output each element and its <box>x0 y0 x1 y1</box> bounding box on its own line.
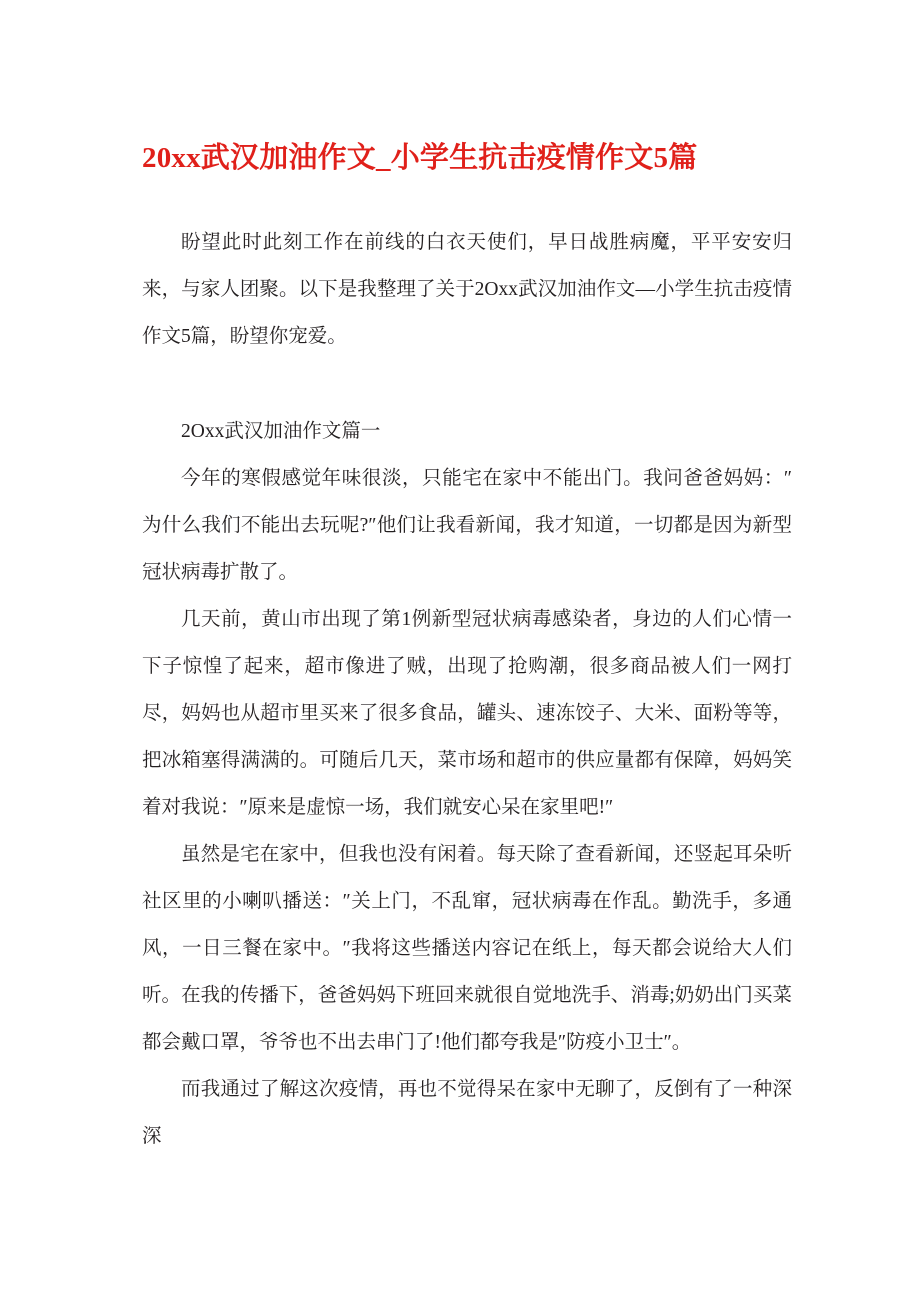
body-paragraph-2: 几天前，黄山市出现了第1例新型冠状病毒感染者，身边的人们心情一下子惊惶了起来，超市像进了贼，出现了抢购潮，很多商品被人们一网打尽，妈妈也从超市里买来了很多食品，罐头、速冻饺子、大米、面粉等等，把冰箱塞得满满的。可随后几天，菜市场和超市的供应量都有保障，妈妈笑着对我说：″原来是虚惊一场，我们就安心呆在家里吧!″ <box>142 609 792 818</box>
body-paragraph-3: 虽然是宅在家中，但我也没有闲着。每天除了查看新闻，还竖起耳朵听社区里的小喇叭播送：″关上门，不乱窜，冠状病毒在作乱。勤洗手，多通风，一日三餐在家中。″我将这些播送内容记在纸上，每天都会说给大人们听。在我的传播下，爸爸妈妈下班回来就很自觉地洗手、消毒;奶奶出门买菜都会戴口罩，爷爷也不出去串门了!他们都夸我是″防疫小卫士″。 <box>142 844 792 1053</box>
document-content <box>142 134 792 1160</box>
page-title: 20xx武汉加油作文_小学生抗击疫情作文5篇 <box>142 142 698 174</box>
intro-paragraph: 盼望此时此刻工作在前线的白衣天使们，早日战胜病魔，平平安安归来，与家人团聚。以下是我整理了关于2Oxx武汉加油作文—小学生抗击疫情作文5篇，盼望你宠爱。 <box>142 232 792 347</box>
body-paragraph-4: 而我通过了解这次疫情，再也不觉得呆在家中无聊了，反倒有了一种深深 <box>142 1079 792 1147</box>
section-heading: 2Oxx武汉加油作文篇一 <box>181 421 381 442</box>
title-spacer <box>142 183 792 219</box>
body-paragraph-1: 今年的寒假感觉年味很淡，只能宅在家中不能出门。我问爸爸妈妈：″为什么我们不能出去玩呢?″他们让我看新闻，我才知道，一切都是因为新型冠状病毒扩散了。 <box>142 468 792 583</box>
intro-spacer <box>142 360 792 408</box>
